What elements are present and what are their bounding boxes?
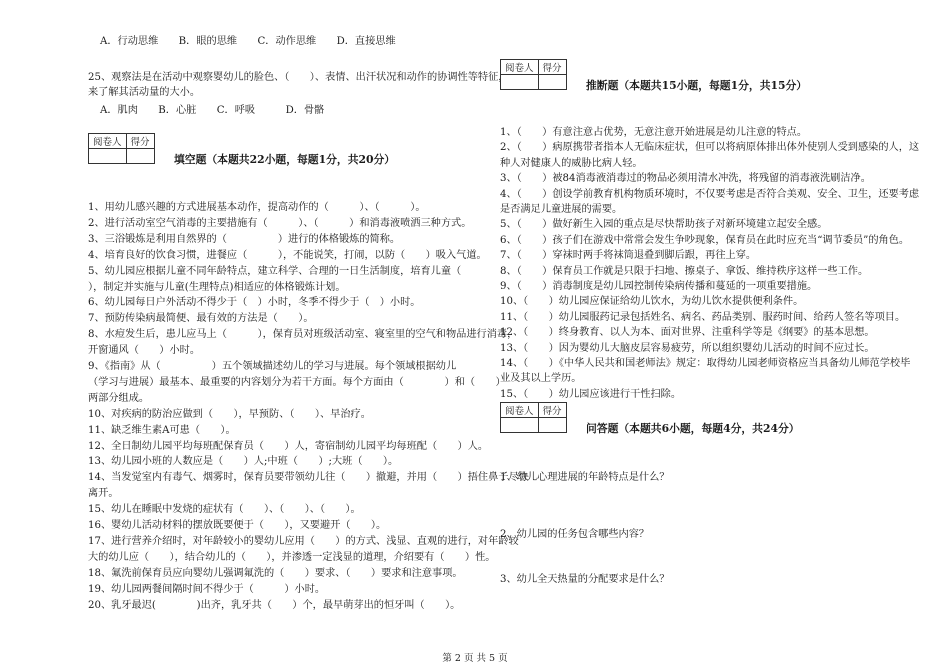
fill-question-line: 两部分组成。 (88, 392, 150, 404)
fill-question-line: 16、婴幼儿活动材料的摆放既要便于（ ），又要避开（ ）。 (88, 520, 387, 531)
question-line: A．行动思维 B．眼的思维 C．动作思维 D．直接思维 (100, 36, 396, 47)
fill-question-line: 6、幼儿园每日户外活动不得少于（ ）小时，冬季不得少于（ ）小时。 (88, 297, 421, 309)
fill-question-line: 11、缺乏维生素A可患（ ）。 (88, 424, 236, 436)
judge-question-line: 4、（ ）创设学前教育机构物质环境时，不仅要考虑是否符合美观、安全、卫生，还要考虑 (500, 188, 920, 200)
question-line: A．肌肉 B．心脏 C．呼吸 D．骨骼 (100, 105, 325, 116)
judge-section-title: 推断题（本题共15小题，每题1分，共15分） (586, 79, 808, 92)
judge-question-line: 9、（ ）消毒制度是幼儿园控制传染病传播和蔓延的一项重要措施。 (500, 281, 818, 292)
judge-question-line: 5、（ ）做好新生入园的重点是尽快帮助孩子对新环境建立起安全感。 (500, 219, 828, 231)
judge-question-line: 12、（ ）终身教育、以人为本、面对世界、注重科学等是《纲要》的基本思想。 (500, 327, 875, 339)
page-number: 第 2 页 共 5 页 (442, 653, 508, 664)
fill-question-line: 10、对疾病的防治应做到（ ），早预防、（ ）、早治疗。 (88, 408, 371, 420)
fill-question-line: 12、全日制幼儿园平均每班配保育员（ ）人，寄宿制幼儿园平均每班配（ ）人。 (88, 440, 489, 452)
reviewer-cell (501, 418, 539, 433)
score-box-qa (500, 402, 567, 433)
judge-question-line: 14、（ ）《中华人民共和国老师法》规定：取得幼儿园老师资格应当具备幼儿师范学校毕 (500, 358, 911, 369)
fill-question-line: （学习与进展）最基本、最重要的内容划分为若干方面。每个方面由（ ）和（ ） (88, 376, 506, 388)
score-box-fill (88, 133, 155, 164)
score-cell (538, 418, 566, 433)
fill-question-line: 17、进行营养介绍时，对年龄较小的婴幼儿应用（ ）的方式、浅显、直观的进行，对年龄较 (88, 535, 519, 547)
fill-question-line: 4、培育良好的饮食习惯，进餐应（ ），不能说笑，打闹，以防（ ）吸入气道。 (88, 249, 487, 261)
fill-question-line: 14、当发觉室内有毒气、烟雾时，保育员要带领幼儿往（ ）撤避，并用（ ）捂住鼻子尽快 (88, 472, 529, 484)
reviewer-cell (501, 75, 539, 90)
qa-question: 3、幼儿全天热量的分配要求是什么？ (500, 574, 670, 585)
judge-question-line: 13、（ ）因为婴幼儿大脑皮层容易疲劳，所以组织婴幼儿活动的时间不应过长。 (500, 342, 875, 354)
fill-question-line: 2、进行活动室空气消毒的主要措施有（ ）、（ ）和消毒液喷洒三种方式。 (88, 217, 472, 229)
judge-question-line: 7、（ ）穿袜时两手将袜筒退叠到脚后跟，再往上穿。 (500, 250, 757, 262)
fill-question-line: 大的幼儿应（ ），结合幼儿的（ ），并渗透一定浅显的道理，介绍要有（ ）性。 (88, 551, 496, 563)
question-line: 来了解其活动量的大小。 (88, 87, 201, 98)
fill-question-line: 7、预防传染病最简便、最有效的方法是（ ）。 (88, 313, 314, 325)
score-box-judge (500, 59, 567, 90)
judge-question-line: 15、（ ）幼儿园应该进行干性扫除。 (500, 388, 682, 400)
fill-question-line: ），制定并实施与儿童(生理特点)相适应的体格锻炼计划。 (88, 281, 346, 293)
score-label: 得分 (538, 60, 566, 75)
judge-question-line: 是否满足儿童进展的需要。 (500, 204, 623, 215)
judge-question-line: 3、（ ）被84消毒液消毒过的物品必须用清水冲洗，将残留的消毒液洗刷洁净。 (500, 173, 871, 185)
judge-question-line: 11、（ ）幼儿园服药记录包括姓名、病名、药品类别、服药时间、给药人签名等项目。 (500, 311, 906, 323)
score-cell (538, 75, 566, 90)
question-line: 25、观察法是在活动中观察婴幼儿的脸色、（ ）、表情、出汗状况和动作的协调性等特征， (88, 72, 509, 83)
judge-question-line: 2、（ ）病原携带者指本人无临床症状，但可以将病原体排出体外使别人受到感染的人，这 (500, 142, 920, 154)
judge-question-line: 1、（ ）有意注意占优势，无意注意开始进展是幼儿注意的特点。 (500, 127, 808, 138)
qa-question: 2、幼儿园的任务包含哪些内容？ (500, 529, 650, 540)
judge-question-line: 6、（ ）孩子们在游戏中常常会发生争吵现象，保育员在此时应充当“调节委员”的角色。 (500, 234, 910, 246)
reviewer-label: 阅卷人 (501, 60, 539, 75)
judge-question-line: 10、（ ）幼儿园应保证给幼儿饮水，为幼儿饮水提供便利条件。 (500, 296, 804, 308)
reviewer-label: 阅卷人 (89, 134, 127, 149)
reviewer-label: 阅卷人 (501, 403, 539, 418)
fill-question-line: 8、水痘发生后，患儿应马上（ ），保育员对班级活动室、寝室里的空气和物品进行消毒， (88, 329, 518, 341)
judge-question-line: 业及其以上学历。 (500, 373, 582, 385)
fill-question-line: 20、乳牙最迟( )出齐，乳牙共（ ）个，最早萌芽出的恒牙叫（ ）。 (88, 599, 461, 611)
fill-question-line: 5、幼儿园应根据儿童不同年龄特点，建立科学、合理的一日生活制度，培育儿童（ (88, 265, 492, 277)
fill-question-line: 13、幼儿园小班的人数应是（ ）人;中班（ ）;大班（ ）。 (88, 456, 399, 468)
fill-section-title: 填空题（本题共22小题，每题1分，共20分） (174, 153, 396, 166)
fill-question-line: 18、氟洗前保育员应向婴幼儿强调氟洗的（ ）要求、（ ）要求和注意事项。 (88, 567, 463, 579)
fill-question-line: 9、《指南》从（ ）五个领域描述幼儿的学习与进展。每个领域根据幼儿 (88, 361, 457, 372)
fill-question-line: 19、幼儿园两餐间隔时间不得少于（ ）小时。 (88, 583, 326, 595)
reviewer-cell (89, 149, 127, 164)
score-label: 得分 (538, 403, 566, 418)
fill-question-line: 3、三浴锻炼是利用自然界的（ ）进行的体格锻炼的简称。 (88, 233, 401, 245)
score-cell (126, 149, 154, 164)
fill-question-line: 开窗通风（ ）小时。 (88, 345, 201, 357)
fill-question-line: 1、用幼儿感兴趣的方式进展基本动作，提高动作的（ ）、（ ）。 (88, 202, 426, 213)
fill-question-line: 15、幼儿在睡眠中发烧的症状有（ ）、（ ）、（ ）。 (88, 504, 361, 516)
judge-question-line: 8、（ ）保育员工作就是只限于扫地、擦桌子、拿饭、维持秩序这样一些工作。 (500, 265, 869, 277)
judge-question-line: 种人对健康人的威胁比病人轻。 (500, 157, 643, 169)
fill-question-line: 离开。 (88, 488, 119, 500)
qa-section-title: 问答题（本题共6小题，每题4分，共24分） (586, 422, 800, 435)
qa-question: 1、幼儿心理进展的年龄特点是什么？ (500, 472, 670, 483)
score-label: 得分 (126, 134, 154, 149)
